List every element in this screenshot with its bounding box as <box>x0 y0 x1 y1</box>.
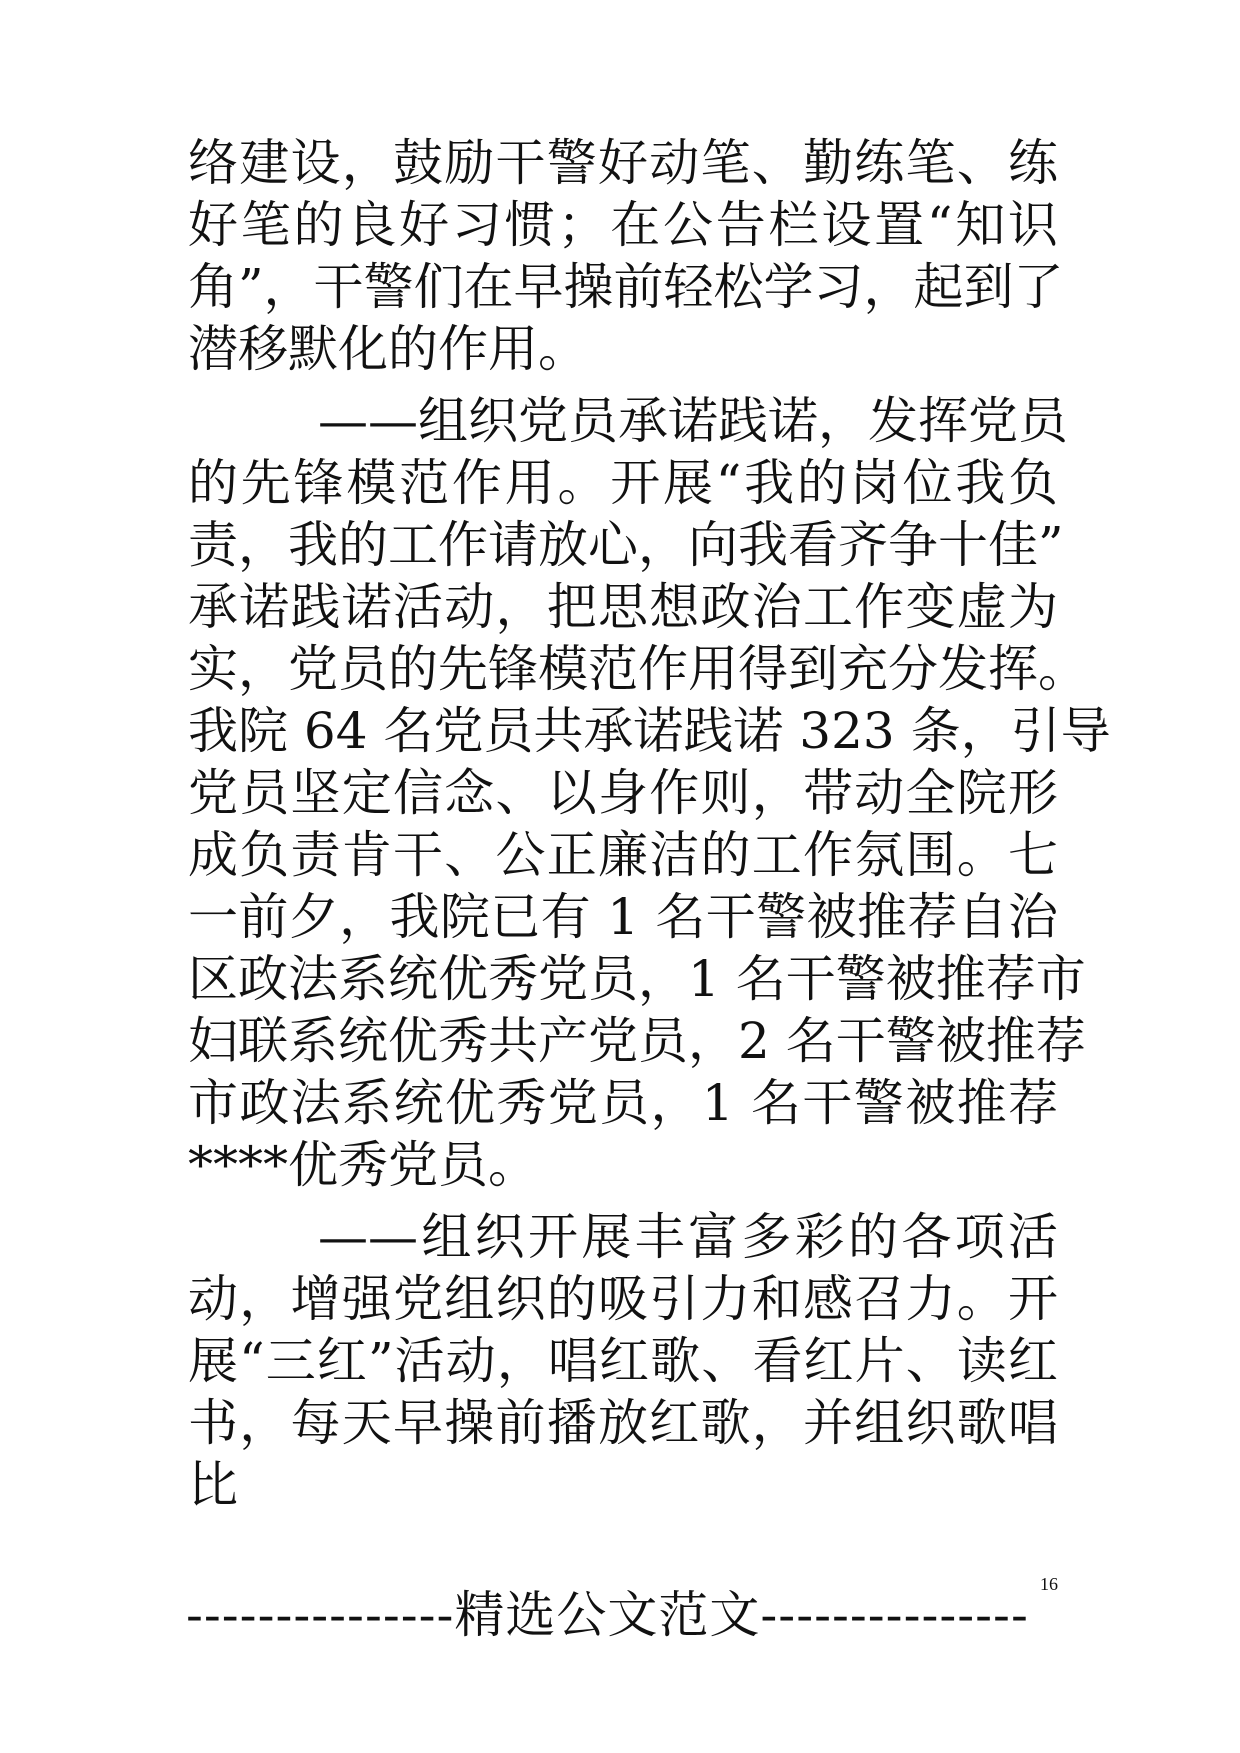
text-line: 角”，干警们在早操前轻松学习，起到了 <box>188 258 1064 316</box>
text-line: 比 <box>188 1456 238 1514</box>
text-line: 成负责肯干、公正廉洁的工作氛围。七 <box>188 826 1058 884</box>
text-line: ****优秀党员。 <box>188 1136 538 1194</box>
text-line: 一前夕，我院已有 1 名干警被推荐自治 <box>188 888 1058 946</box>
paragraph-gap <box>188 1196 1058 1206</box>
text-line: 市政法系统优秀党员，1 名干警被推荐 <box>188 1074 1058 1132</box>
text-line: 展“三红”活动，唱红歌、看红片、读红 <box>188 1332 1058 1390</box>
text-line: 妇联系统优秀共产党员，2 名干警被推荐 <box>188 1012 1086 1070</box>
text-line: 络建设，鼓励干警好动笔、勤练笔、练 <box>188 134 1058 192</box>
page-number: 16 <box>1040 1574 1058 1594</box>
text-line: ——组织党员承诺践诺，发挥党员 <box>318 392 1068 450</box>
text-line: 区政法系统优秀党员，1 名干警被推荐市 <box>188 950 1086 1008</box>
text-line: 好笔的良好习惯；在公告栏设置“知识 <box>188 196 1058 254</box>
text-line: 我院 64 名党员共承诺践诺 323 条，引导 <box>188 702 1111 760</box>
body-text <box>188 132 1111 1516</box>
text-line: 党员坚定信念、以身作则，带动全院形 <box>188 764 1058 822</box>
text-line: ——组织开展丰富多彩的各项活 <box>318 1208 1058 1266</box>
footer-banner: ---------------精选公文范文--------------- <box>186 1586 1029 1644</box>
text-line: 潜移默化的作用。 <box>188 320 588 378</box>
text-line: 责，我的工作请放心，向我看齐争十佳” <box>188 516 1064 574</box>
text-line: 书，每天早操前播放红歌，并组织歌唱 <box>188 1394 1058 1452</box>
paragraph-gap <box>188 380 1058 390</box>
text-line: 实，党员的先锋模范作用得到充分发挥。 <box>188 640 1088 698</box>
text-line: 承诺践诺活动，把思想政治工作变虚为 <box>188 578 1058 636</box>
text-line: 的先锋模范作用。开展“我的岗位我负 <box>188 454 1058 512</box>
text-line: 动，增强党组织的吸引力和感召力。开 <box>188 1270 1058 1328</box>
